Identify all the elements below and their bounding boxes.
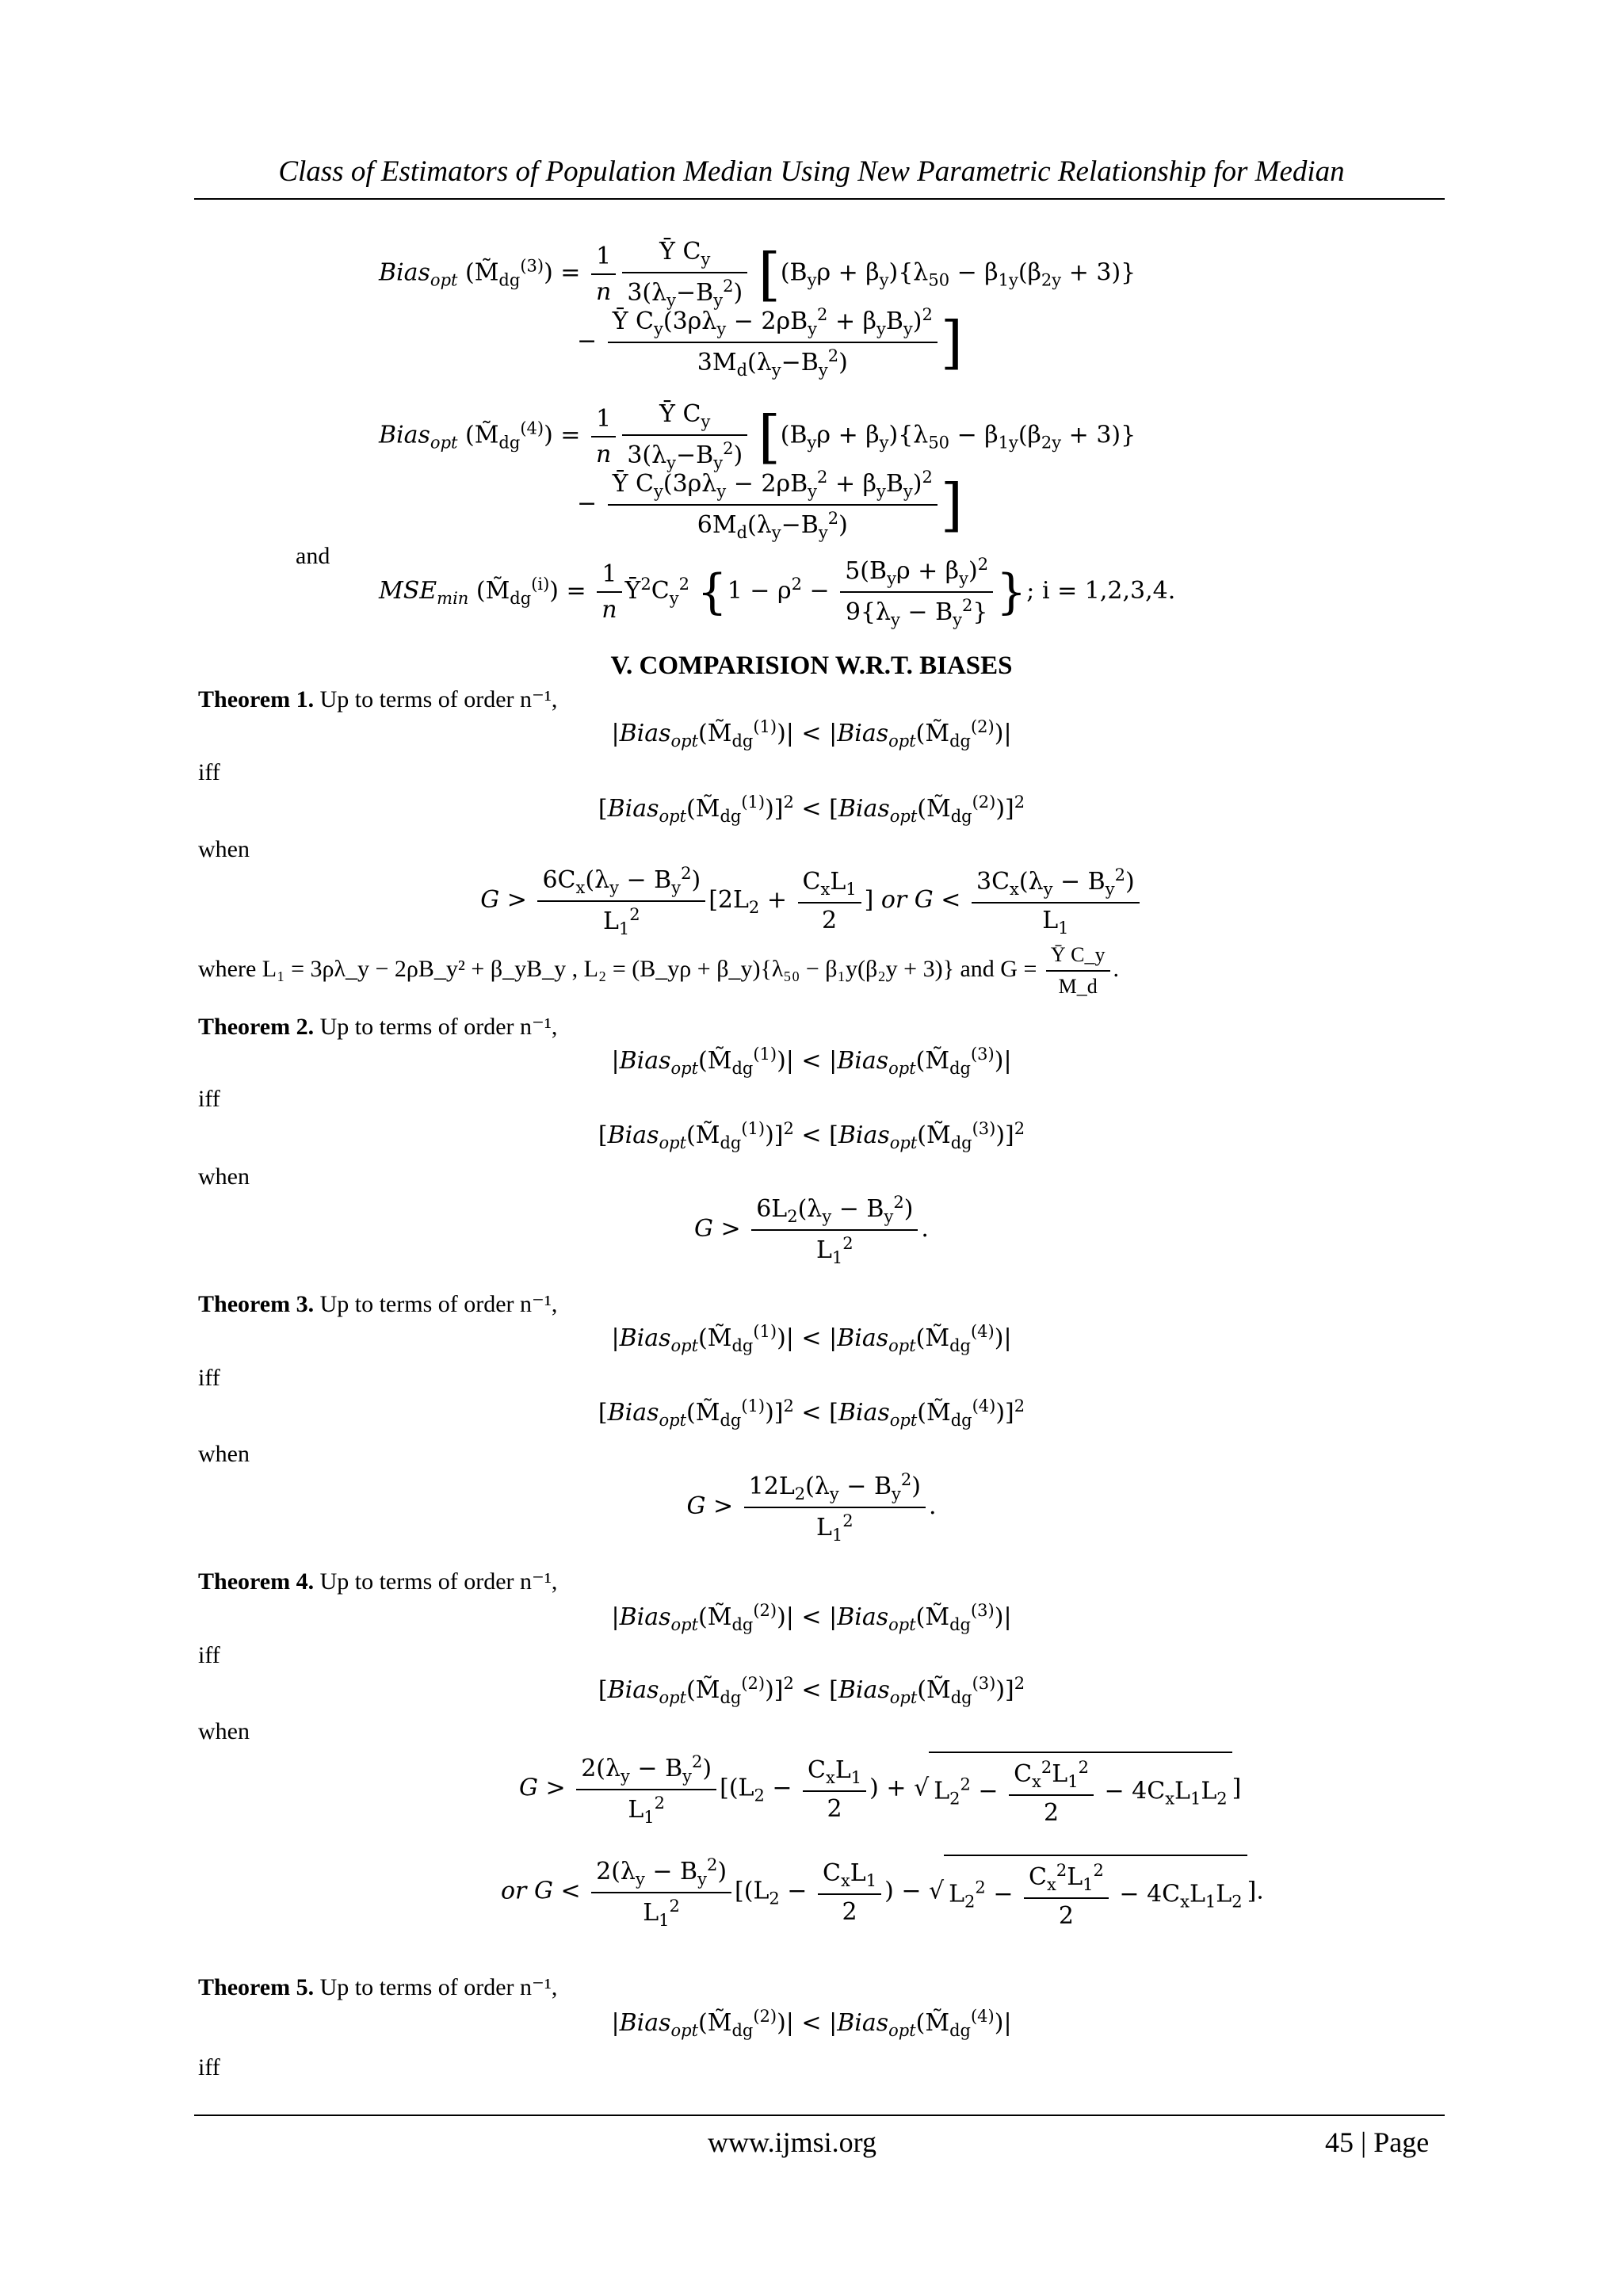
and-word: and — [296, 543, 330, 569]
theorem-1-statement — [198, 686, 557, 713]
theorem-5-label: Theorem 5. — [198, 1974, 315, 2000]
theorem-2-label: Theorem 2. — [198, 1014, 315, 1040]
theorem-2-inequality: $|Bias_{opt}(M̃_{dg}^{(1)})|$ < $|Bias_{opt}(M̃_{dg}^{(3)})|$ — [611, 1045, 1012, 1078]
equation-mse: $MSE_{min}$ $(M̃_{dg}^{(i)})$ = $\frac{1}{n}$ $Ȳ^2C_y^2$ {$1 - \rho^2$ − $\frac{5(B_y\rho + \beta_y)^2}{9\{\lambda_y - B_y^2\}}$ }; i = 1,2,3,4. — [379, 555, 1176, 629]
theorem-4-inequality: $|Bias_{opt}(M̃_{dg}^{(2)})|$ < $|Bias_{opt}(M̃_{dg}^{(3)})|$ — [611, 1601, 1012, 1634]
iff-word: iff — [198, 759, 220, 785]
theorem-1-label: Theorem 1. — [198, 686, 315, 712]
bias-label: Bias — [379, 258, 430, 287]
mse-label: MSE — [379, 577, 437, 605]
theorem-2-text: Up to terms of order n⁻¹, — [314, 1014, 558, 1040]
theorem-3-label: Theorem 3. — [198, 1291, 315, 1317]
iff-word: iff — [198, 1642, 220, 1668]
when-word: when — [198, 1718, 250, 1744]
when-word: when — [198, 1441, 250, 1467]
theorem-2-statement — [198, 1013, 557, 1041]
footer-rule — [194, 2115, 1445, 2116]
theorem-4-condition-upper: G > $\frac{2(\lambda_y - B_y^2)}{L_1^2}$ [($L_2$ − $\frac{C_xL_1}{2}$ ) + √ $L_2^2$ − $\frac{C_x^2L_1^2}{2}$ − $4C_xL_1L_2$ ] — [519, 1752, 1242, 1827]
theorem-3-inequality: $|Bias_{opt}(M̃_{dg}^{(1)})|$ < $|Bias_{opt}(M̃_{dg}^{(4)})|$ — [611, 1322, 1012, 1355]
index-range: ; i = 1,2,3,4. — [1026, 577, 1176, 605]
theorem-2-condition: G > $\frac{6L_2(\lambda_y - B_y^2)}{L_1^2}$ . — [694, 1193, 929, 1267]
equation-bias-3: Bias$_{opt}$ $(M̃_{dg}^{(3)})$ = $\frac{1}{n}$ $\frac{Ȳ C_y}{3(\lambda_y-B_y^2)}$ [$(B_y\rho + \beta_y)\{\lambda_{50} - \beta_{1y}(\beta_{2y} + 3)\}$ — [379, 238, 1136, 310]
superscript-4: (4) — [520, 418, 544, 438]
where-definitions: where L₁ = 3ρλ_y − 2ρB_y² + β_yB_y , L₂ = (B_yρ + β_y){λ₅₀ − β₁y(β₂y + 3)} and G = $\frac{\text{Ȳ C\_y}}{M\_d}$ . — [198, 943, 1119, 998]
iff-word: iff — [198, 1086, 220, 1112]
iff-word: iff — [198, 2054, 220, 2080]
theorem-3-statement — [198, 1290, 557, 1318]
equation-bias-4: Bias$_{opt}$ $(M̃_{dg}^{(4)})$ = $\frac{1}{n}$ $\frac{Ȳ C_y}{3(\lambda_y-B_y^2)}$ [$(B_y\rho + \beta_y)\{\lambda_{50} - \beta_{1y}(\beta_{2y} + 3)\}$ — [379, 400, 1136, 472]
theorem-4-text: Up to terms of order n⁻¹, — [314, 1568, 558, 1595]
estimator-symbol: (M̃ — [465, 258, 499, 287]
theorem-5-inequality: $|Bias_{opt}(M̃_{dg}^{(2)})|$ < $|Bias_{opt}(M̃_{dg}^{(4)})|$ — [611, 2007, 1012, 2040]
theorem-1-squared: $[Bias_{opt}(M̃_{dg}^{(1)})]^2$ < $[Bias_{opt}(M̃_{dg}^{(2)})]^2$ — [598, 793, 1025, 826]
theorem-1-condition: G > $\frac{6C_x(\lambda_y - B_y^2)}{L_1^2}$ [$2L_2$ + $\frac{C_xL_1}{2}$ ] or G < $\frac{3C_x(\lambda_y - B_y^2)}{L_1}$ — [0, 864, 1623, 938]
theorem-1-inequality: $|Bias_{opt}(M̃_{dg}^{(1)})|$ < $|Bias_{opt}(M̃_{dg}^{(2)})|$ — [611, 717, 1012, 751]
when-word: when — [198, 1163, 250, 1190]
theorem-4-squared: $[Bias_{opt}(M̃_{dg}^{(2)})]^2$ < $[Bias_{opt}(M̃_{dg}^{(3)})]^2$ — [598, 1674, 1025, 1707]
theorem-1-text: Up to terms of order n⁻¹, — [314, 686, 558, 712]
g-denominator: M_d — [1058, 975, 1098, 998]
where-word: where — [198, 955, 257, 982]
bias-label: Bias — [379, 421, 430, 449]
theorem-4-condition-lower: or G < $\frac{2(\lambda_y - B_y^2)}{L_1^2}$ [($L_2$ − $\frac{C_xL_1}{2}$ ) − √ $L_2^2$ − $\frac{C_x^2L_1^2}{2}$ − $4C_xL_1L_2$ ]. — [501, 1855, 1264, 1930]
theorem-5-statement — [198, 1973, 557, 2001]
theorem-3-squared: $[Bias_{opt}(M̃_{dg}^{(1)})]^2$ < $[Bias_{opt}(M̃_{dg}^{(4)})]^2$ — [598, 1396, 1025, 1430]
theorem-4-label: Theorem 4. — [198, 1568, 315, 1595]
theorem-3-text: Up to terms of order n⁻¹, — [314, 1291, 558, 1317]
running-header: Class of Estimators of Population Median Using New Parametric Relationship for Median — [278, 155, 1345, 188]
equation-bias-3-line2: − $\frac{Ȳ C_y(3\rho\lambda_y - 2\rho B_y^2 + \beta_yB_y)^2}{3M_d(\lambda_y-B_y^2)}$ ] — [577, 305, 963, 380]
dg-subscript: dg — [498, 270, 521, 290]
footer-url[interactable]: www.ijmsi.org — [708, 2126, 877, 2158]
section-heading: V. COMPARISION W.R.T. BIASES — [610, 651, 1013, 680]
l-definitions: L₁ = 3ρλ_y − 2ρB_y² + β_yB_y , L₂ = (B_yρ + β_y){λ₅₀ − β₁y(β₂y + 3)} and G = — [262, 955, 1043, 982]
equals-sign: ) = — [544, 258, 581, 287]
opt-subscript: opt — [430, 270, 458, 290]
when-word: when — [198, 836, 250, 862]
equation-bias-4-line2: − $\frac{Ȳ C_y(3\rho\lambda_y - 2\rho B_y^2 + \beta_yB_y)^2}{6M_d(\lambda_y-B_y^2)}$ ] — [577, 468, 963, 542]
theorem-5-text: Up to terms of order n⁻¹, — [314, 1974, 558, 2000]
header-rule — [194, 198, 1445, 200]
theorem-3-condition: G > $\frac{12L_2(\lambda_y - B_y^2)}{L_1^2}$ . — [686, 1470, 937, 1545]
page-number: 45 | Page — [1325, 2126, 1430, 2158]
g-numerator: Ȳ C_y — [1046, 943, 1110, 972]
min-subscript: min — [437, 589, 469, 608]
iff-word: iff — [198, 1365, 220, 1391]
theorem-4-statement — [198, 1568, 557, 1595]
theorem-2-squared: $[Bias_{opt}(M̃_{dg}^{(1)})]^2$ < $[Bias_{opt}(M̃_{dg}^{(3)})]^2$ — [598, 1119, 1025, 1152]
superscript-3: (3) — [520, 256, 544, 276]
